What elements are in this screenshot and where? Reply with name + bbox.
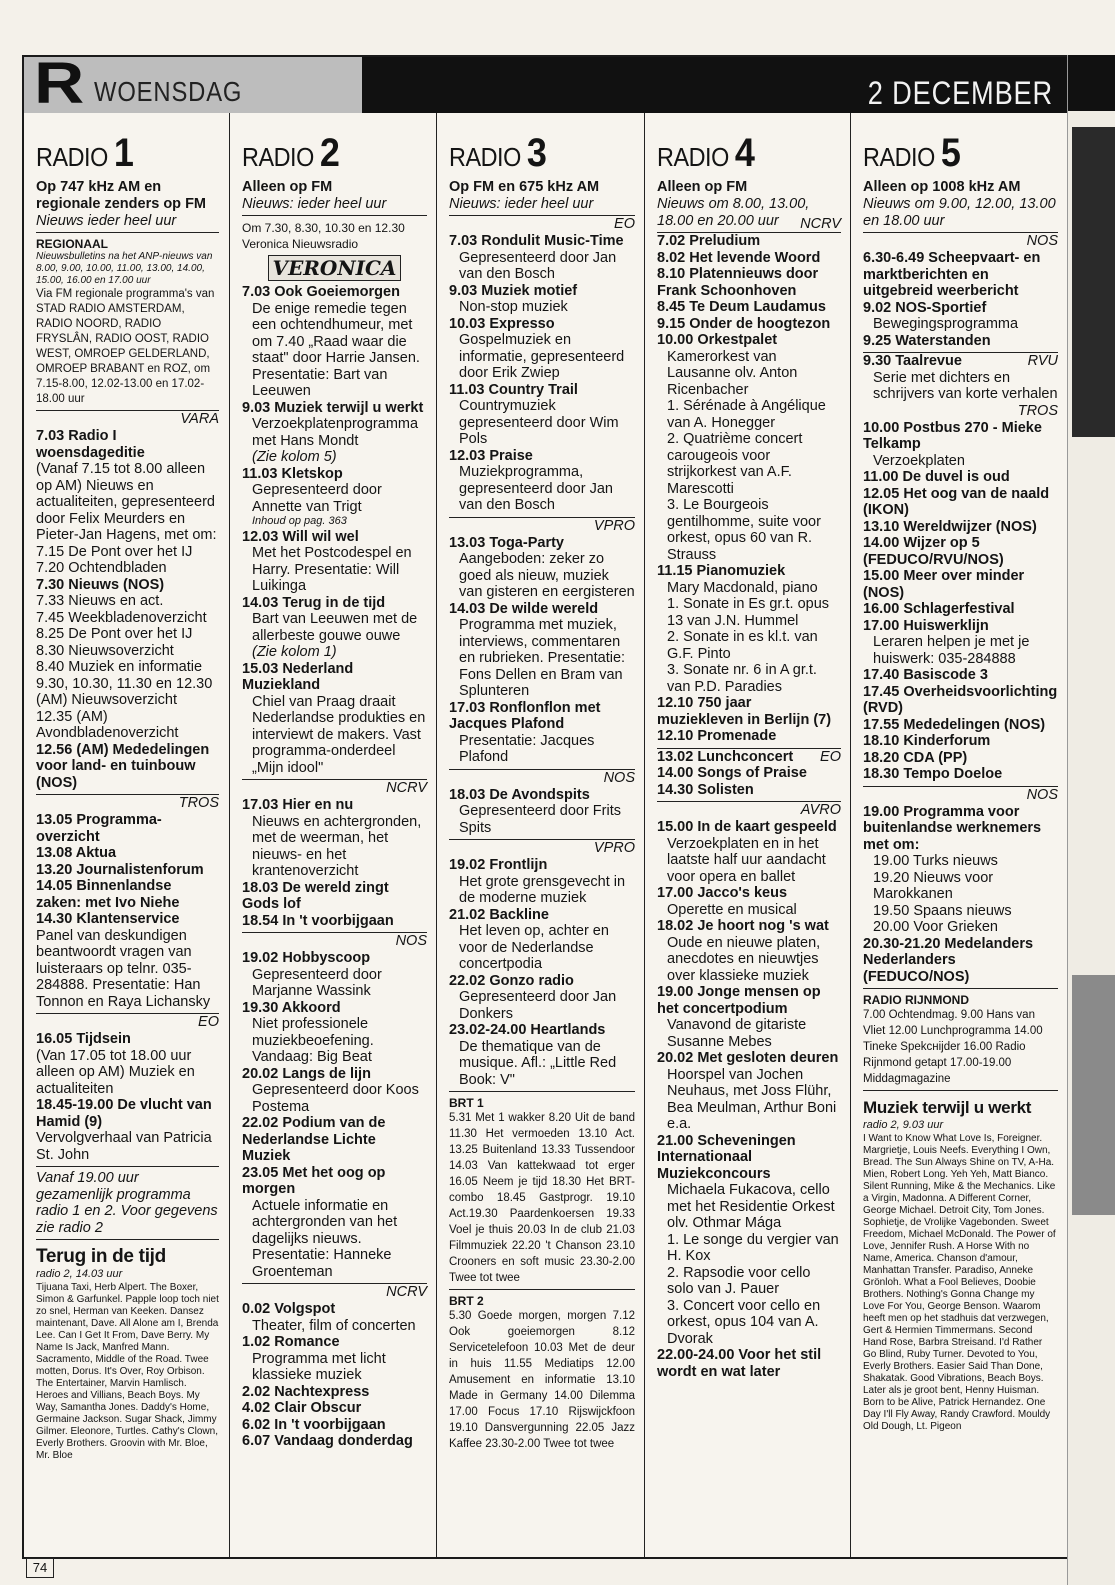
program-title: 15.03 Nederland Muziekland — [242, 660, 354, 693]
program-title: 17.03 Hier en nu — [242, 797, 354, 813]
program-desc: 1. Le songe du vergier van H. Kox — [667, 1231, 839, 1264]
program-title: 2.02 Nachtexpress — [242, 1383, 370, 1400]
program-desc: Leraren helpen je met je huiswerk: 035-284888 — [873, 634, 1030, 667]
header-bar — [24, 55, 1067, 116]
frequency: Alleen op FM — [657, 179, 748, 195]
program-title: 11.03 Country Trail — [449, 381, 578, 398]
adjacent-photo — [1072, 127, 1115, 437]
broadcaster-tag: VPRO — [449, 517, 635, 535]
program-title: 6.02 In 't voorbijgaan — [242, 1416, 386, 1433]
program-list — [242, 797, 427, 929]
program-item: 8.25 De Pont over het IJ — [36, 626, 193, 642]
program-desc: Het grote grensgevecht in de moderne muziek — [459, 873, 626, 906]
page-reference: Inhoud op pag. 363 — [252, 515, 347, 527]
regional-note: Nieuwsbulletins na het ANP-nieuws van 8.00, 9.00, 10.00, 11.00, 13.00, 14.00, 15.00, 16.00 en 17.00 uur — [36, 251, 213, 286]
broadcaster-tag: VARA — [36, 410, 219, 428]
program-item: 7.15 De Pont over het IJ — [36, 543, 193, 560]
brt1-heading: BRT 1 — [449, 1096, 484, 1110]
program-desc: Serie met dichters en schrijvers van korte verhalen — [873, 369, 1058, 402]
program-title: 13.05 Programma-overzicht — [36, 812, 162, 845]
program-title: 18.20 CDA (PP) — [863, 749, 968, 766]
program-title: 10.00 Postbus 270 - Mieke Telkamp — [863, 419, 1042, 452]
column-radio-1 — [24, 113, 229, 1557]
program-title: 14.30 Klantenservice — [36, 911, 180, 927]
column-radio-2 — [229, 113, 437, 1557]
program-desc: 19.50 Spaans nieuws — [873, 902, 1012, 919]
program-title: 4.02 Clair Obscur — [242, 1400, 362, 1416]
program-item: 8.40 Muziek en informatie — [36, 659, 203, 675]
program-title: 7.03 Rondulit Music-Time — [449, 233, 624, 249]
program-title: 13.10 Wereldwijzer (NOS) — [863, 518, 1037, 535]
broadcaster-tag: NOS — [449, 769, 635, 787]
program-title: 20.30-21.20 Medelanders Nederlanders (FEDUCO/NOS) — [863, 935, 1034, 985]
program-item: 7.20 Ochtendbladen — [36, 560, 167, 576]
program-list — [863, 420, 1058, 783]
program-title: 9.30 Taalrevue — [863, 353, 962, 369]
program-list — [657, 749, 841, 799]
program-list — [36, 1031, 219, 1163]
program-desc: Gepresenteerd door Jan van den Bosch — [459, 249, 617, 282]
program-title: 21.02 Backline — [449, 906, 549, 923]
program-title: 19.02 Hobbyscoop — [242, 950, 371, 966]
program-title: 10.03 Expresso — [449, 315, 555, 332]
adjacent-header — [1068, 55, 1115, 111]
broadcaster-tag: RVU — [863, 352, 1058, 370]
program-title: 18.10 Kinderforum — [863, 733, 991, 749]
program-title: 18.02 Je hoort nog 's wat — [657, 918, 829, 934]
box-subtitle: radio 2, 9.03 uur — [863, 1119, 944, 1131]
program-list — [449, 233, 635, 514]
program-title: 12.03 Praise — [449, 447, 533, 464]
program-title: 19.30 Akkoord — [242, 999, 341, 1016]
program-item: 7.33 Nieuws en act. — [36, 593, 164, 609]
channel-title: RADIO 4 — [657, 131, 755, 175]
program-title: 6.07 Vandaag donderdag — [242, 1433, 413, 1449]
header-left — [24, 55, 362, 116]
program-item: 12.56 (AM) Mededelingen voor land- en tuinbouw (NOS) — [36, 741, 210, 791]
program-title: 17.00 Jacco's keus — [657, 885, 788, 901]
broadcaster-tag: TROS — [36, 794, 219, 812]
program-title: 14.03 Terug in de tijd — [242, 594, 386, 611]
veronica-logo: VERONICA — [242, 256, 427, 280]
program-title: 7.02 Preludium — [657, 233, 761, 249]
program-title: 18.54 In 't voorbijgaan — [242, 912, 394, 929]
program-title: 9.03 Muziek motief — [449, 282, 578, 299]
program-desc: 3. Concert voor cello en orkest, opus 104 van A. Dvorak — [667, 1297, 821, 1347]
program-desc: Theater, film of concerten — [252, 1317, 416, 1334]
program-item: 9.30, 10.30, 11.30 en 12.30 (AM) Nieuwsoverzicht — [36, 675, 213, 708]
broadcaster-tag: AVRO — [657, 801, 841, 819]
program-title: 14.00 Wijzer op 5 (FEDUCO/RVU/NOS) — [863, 535, 1004, 568]
program-title: 1.02 Romance — [242, 1334, 340, 1350]
column-radio-4 — [644, 113, 851, 1557]
program-title: 22.00-24.00 Voor het stil wordt en wat later — [657, 1347, 822, 1380]
program-title: 12.10 750 jaar muziekleven in Berlijn (7) — [657, 695, 832, 728]
program-desc: Kamerorkest van Lausanne olv. Anton Ricenbacher — [667, 348, 798, 398]
program-desc: 2. Quatrième concert carougeois voor strijkorkest van A.F. Marescotti — [667, 431, 803, 497]
program-desc: (Van 17.05 tot 18.00 uur alleen op AM) Muziek en actualiteiten — [36, 1047, 195, 1097]
channel-title: RADIO 2 — [242, 131, 340, 175]
program-title: 13.02 Lunchconcert — [657, 748, 794, 765]
program-title: 8.02 Het levende Woord — [657, 249, 821, 266]
program-title: 16.00 Schlagerfestival — [863, 601, 1015, 617]
program-desc: (Zie kolom 1) — [252, 644, 337, 660]
program-desc: Non-stop muziek — [459, 299, 568, 315]
page-number: 74 — [26, 1558, 54, 1578]
broadcaster-tag: NCRV — [800, 216, 841, 232]
program-title: 14.00 Songs of Praise — [657, 765, 807, 781]
box-text: I Want to Know What Love Is, Foreigner. Margrietje, Louis Neefs. Everything I Own, Bread. The Sun Always Shine on TV, A-Ha. Mien, Robert Long. Yeh Yeh, Matt Bianco. Silent Running, Mike & the Mechanics. Like a Virgin, Madonna. A Different Corner, George Michael. Detroit City, Tom Jones. Sophietje, de Vrolijke Vagebonden. Sweet Freedom, Michael McDonald. The Power of Love, Jennifer Rush. A Horse With no Name, America. Chanson d'amour, Manhattan Transfer. Paradiso, Anneke Grönloh. What a Fool Believes, Doobie Brothers. Nothing's Gonna Change my Love For You, George Benson. Waarom heeft men op het stadhuis dat verzwegen, Gert & Hermien Timmermans. Second Hand Rose, Barbra Streisand. I'd Rather Go Blind, Ruby Turner. Devoted to You, Everly Brothers. Easier Said Than Done, Shakatak. Good Vibrations, Beach Boys. Later als je groot bent, Henny Huisman. Born to be Alive, Patrick Hernandez. One Day I'll Fly Away, Randy Crawford. Mouldy Old Dough, Lt. Pigeon — [863, 1132, 1056, 1432]
program-title: 7.03 Ook Goeiemorgen — [242, 284, 400, 300]
program-desc: De enige remedie tegen een ochtendhumeur, met om 7.40 „Raad waar die staat" door Harrie Jansen. Presentatie: Bart van Leeuwen — [252, 300, 420, 399]
program-title: 14.30 Solisten — [657, 781, 754, 798]
program-item: 12.35 (AM) Avondbladenoverzicht — [36, 708, 179, 741]
program-desc: Presentatie: Jacques Plafond — [459, 732, 595, 765]
program-title: 17.40 Basiscode 3 — [863, 667, 988, 683]
program-desc: Programma met muziek, interviews, commentaren en rubrieken. Presentatie: Fons Dellen en Bram van Splunteren — [459, 617, 626, 699]
program-desc: Gepresenteerd door Koos Postema — [252, 1082, 419, 1115]
program-title: 12.03 Will wil wel — [242, 528, 359, 545]
broadcaster-tag: TROS — [1017, 402, 1058, 419]
box-title: Terug in de tijd — [36, 1246, 166, 1267]
program-desc: 20.00 Voor Grieken — [873, 919, 998, 935]
program-title: 17.45 Overheidsvoorlichting (RVD) — [863, 683, 1058, 716]
news-schedule: Nieuws ieder heel uur — [36, 213, 219, 233]
program-title: 21.00 Scheveningen Internationaal Muziekconcours — [657, 1132, 796, 1182]
frequency: Op 747 kHz AM en regionale zenders op FM — [36, 179, 206, 212]
program-desc: Chiel van Praag draait Nederlandse produkties en interviewt de makers. Vast programma-onderdeel „Mijn idool" — [252, 693, 426, 776]
broadcaster-tag: NCRV — [242, 779, 427, 797]
program-title: 9.15 Onder de hoogtezon — [657, 315, 831, 332]
broadcaster-tag: EO — [36, 1013, 219, 1031]
program-list — [242, 284, 427, 776]
box-subtitle: radio 2, 14.03 uur — [36, 1268, 123, 1280]
program-desc: Vervolgverhaal van Patricia St. John — [36, 1130, 212, 1163]
program-desc: Programma met licht klassieke muziek — [252, 1350, 386, 1383]
box-text: Tijuana Taxi, Herb Alpert. The Boxer, Simon & Garfunkel. Papple loop toch niet zo snel, Herman van Keeken. Dansez maintenant, Dave. All Alone am I, Brenda Lee. Can I Get It From, Dave Berry. My Name Is Jack, Manfred Mann. Sacramento, Middle of the Road. Twee motten, Dorus. It's Over, Roy Orbison. The Entertainer, Marvin Hamlisch. Heroes and Villians, Beach Boys. My Way, Samantha Jones. Daddy's Home, Germaine Jackson. Sugar Shack, Jimmy Gilmer. Eleonore, Turtles. Cathy's Clown, Everly Brothers. Groovin with Mr. Bloe, Mr. Bloe — [36, 1281, 219, 1461]
broadcaster-tag: EO — [657, 748, 841, 766]
frequency: Op FM en 675 kHz AM — [449, 179, 600, 195]
program-list — [242, 950, 427, 1280]
program-desc: Bart van Leeuwen met de allerbeste gouwe ouwe — [252, 611, 418, 644]
program-desc: (Vanaf 7.15 tot 8.00 alleen op AM) Nieuws en actualiteiten, gepresenteerd door Felix Meurders en Pieter-Jan Hagens, met om: — [36, 461, 217, 543]
program-title: 9.02 NOS-Sportief — [863, 299, 987, 316]
program-item: 8.30 Nieuwsoverzicht — [36, 642, 174, 659]
program-desc: Oude en nieuwe platen, anecdotes en nieuwtjes over klassieke muziek — [667, 934, 821, 984]
broadcaster-tag: NOS — [863, 786, 1058, 804]
program-title: 15.00 Meer over minder (NOS) — [863, 568, 1025, 601]
program-list — [863, 250, 1058, 349]
news-schedule: Nieuws om 9.00, 12.00, 13.00 en 18.00 uur — [863, 196, 1058, 233]
frequency: Alleen op 1008 kHz AM — [863, 179, 1021, 195]
program-desc: Vanavond de gitariste Susanne Mebes — [667, 1017, 807, 1050]
program-title: 19.02 Frontlijn — [449, 857, 548, 873]
day-label: WOENSDAG — [94, 76, 243, 107]
program-desc: Niet professionele muziekbeoefening. Vandaag: Big Beat — [252, 1016, 374, 1065]
program-title: 22.02 Podium van de Nederlandse Lichte Muziek — [242, 1115, 386, 1164]
program-title: 9.25 Waterstanden — [863, 332, 991, 349]
news-schedule: Nieuws: ieder heel uur — [242, 196, 427, 216]
program-desc: De thematique van de musique. Afl.: „Little Red Book: V" — [459, 1038, 617, 1088]
broadcaster-tag: NOS — [242, 932, 427, 950]
program-title: 22.02 Gonzo radio — [449, 972, 574, 989]
program-desc: Gepresenteerd door Marjanne Wassink — [252, 966, 382, 999]
column-radio-5 — [850, 113, 1068, 1557]
program-desc: 19.00 Turks nieuws — [873, 853, 998, 869]
program-title: 13.03 Toga-Party — [449, 534, 564, 551]
program-item: 7.45 Weekbladenoverzicht — [36, 609, 207, 626]
broadcaster-tag: VPRO — [449, 839, 635, 857]
program-title: 18.03 De wereld zingt Gods lof — [242, 879, 389, 912]
program-list — [863, 804, 1058, 986]
program-title: 0.02 Volgspot — [242, 1301, 336, 1317]
program-desc: Hoorspel van Jochen Neuhaus, met Joss Flühr, Bea Meulman, Arthur Boni e.a. — [667, 1066, 837, 1132]
section-logo: R — [34, 55, 85, 116]
program-title: 12.10 Promenade — [657, 728, 777, 744]
program-list — [36, 812, 219, 1010]
program-title: 11.03 Kletskop — [242, 465, 343, 482]
program-list — [242, 1301, 427, 1450]
program-title: 14.05 Binnenlandse zaken: met Ivo Niehe — [36, 878, 180, 911]
program-desc: Operette en musical — [667, 901, 797, 918]
program-title: 23.02-24.00 Heartlands — [449, 1022, 606, 1038]
program-desc: Nieuws en achtergronden, met de weerman, het nieuws- en het krantenoverzicht — [252, 813, 422, 879]
program-title: 6.30-6.49 Scheepvaart- en marktberichten en uitgebreid weerbericht — [863, 250, 1041, 299]
broadcaster-tag: EO — [614, 216, 635, 232]
program-title: 8.45 Te Deum Laudamus — [657, 299, 826, 315]
program-desc: Michaela Fukacova, cello met het Residentie Orkest olv. Othmar Mága — [667, 1182, 835, 1231]
frequency: Alleen op FM — [242, 179, 333, 195]
date-label: 2 DECEMBER — [867, 75, 1053, 111]
program-desc: 1. Sonate in Es gr.t. opus 13 van J.N. Hummel — [667, 596, 830, 629]
program-item: 7.30 Nieuws (NOS) — [36, 576, 165, 593]
program-title: 19.00 Programma voor buitenlandse werknemers met om: — [863, 803, 1042, 853]
program-desc: Het leven op, achter en voor de Nederlandse concertpodia — [459, 923, 609, 972]
program-desc: 19.20 Nieuws voor Marokkanen — [873, 869, 994, 902]
program-desc: 3. Sonate nr. 6 in A gr.t. van P.D. Paradies — [667, 662, 817, 695]
program-desc: Gospelmuziek en informatie, gepresenteerd door Erik Zwiep — [459, 332, 625, 381]
program-desc: Gepresenteerd door Annette van Trigt — [252, 482, 382, 515]
channel-title: RADIO 1 — [36, 131, 134, 175]
program-desc: Actuele informatie en achtergronden van het dagelijks nieuws. Presentatie: Hanneke Groenteman — [252, 1197, 398, 1280]
program-desc: Gepresenteerd door Frits Spits — [459, 803, 621, 836]
program-desc: Panel van deskundigen beantwoordt vragen van luisteraars op telnr. 035-284888. Presentatie: Han Tonnon en Raya Lichansky — [36, 927, 211, 1010]
program-desc: 2. Sonate in es kl.t. van G.F. Pinto — [667, 629, 818, 662]
channel-title: RADIO 3 — [449, 131, 547, 175]
box-title: Muziek terwijl u werkt — [863, 1098, 1032, 1117]
program-desc: 1. Sérénade à Angélique van A. Honegger — [667, 398, 826, 431]
program-title: 23.05 Met het oog op morgen — [242, 1164, 386, 1197]
channel-title: RADIO 5 — [863, 131, 961, 175]
regional-heading: REGIONAAL — [36, 237, 108, 251]
program-title: 15.00 In de kaart gespeeld — [657, 819, 837, 835]
rijnmond-heading: RADIO RIJNMOND — [863, 993, 970, 1007]
adjacent-page-edge — [1067, 55, 1115, 1585]
broadcaster-tag: NOS — [1026, 233, 1058, 249]
program-desc: 2. Rapsodie voor cello solo van J. Pauer — [667, 1264, 811, 1297]
program-title: 13.20 Journalistenforum — [36, 861, 204, 878]
program-title: 16.05 Tijdsein — [36, 1031, 131, 1047]
program-title: 18.03 De Avondspits — [449, 786, 590, 803]
program-desc: Met het Postcodespel en Harry. Presentatie: Will Luikinga — [252, 545, 412, 594]
program-desc: Gepresenteerd door Jan Donkers — [459, 989, 617, 1022]
program-desc: Verzoekplatenprogramma met Hans Mondt — [252, 416, 419, 449]
program-title: 7.03 Radio I woensdageditie — [36, 428, 145, 461]
program-desc: Bewegingsprogramma — [873, 316, 1019, 332]
radio-page — [22, 55, 1069, 1559]
rijnmond-text: 7.00 Ochtendmag. 9.00 Hans van Vliet 12.00 Lunchprogramma 14.00 Tineke Spekснijder 16.00 Radio Rijnmond getapt 17.00-19.00 Middagmagazine — [863, 1009, 1043, 1085]
program-title: 20.02 Langs de lijn — [242, 1065, 371, 1082]
brt1-text: 5.31 Met 1 wakker 8.20 Uit de band 11.30 Het vermoeden 13.10 Act. 13.25 Buitenland 13.33 Tussendoor 14.03 Van kattekwaad tot erger 16.05 Neem je tijd 18.30 Het BRT-combo 18.45 Gastprogr. 19.10 Act.19.30 Paardenkoersen 19.33 Voel je thuis 20.03 In de club 21.03 Filmmuziek 22.20 't Chanson 23.10 Crooners en soft music 23.30-2.00 Twee tot twee — [449, 1112, 635, 1284]
program-title: 9.03 Muziek terwijl u werkt — [242, 399, 424, 416]
adjacent-photo — [1072, 975, 1115, 1215]
program-title: 17.00 Huiswerklijn — [863, 617, 989, 634]
news-schedule: Nieuws: ieder heel uur — [449, 196, 635, 216]
program-title: 8.10 Platennieuws door Frank Schoonhoven — [657, 266, 819, 299]
program-title: 10.00 Orkestpalet — [657, 332, 778, 348]
program-title: 12.05 Het oog van de naald (IKON) — [863, 485, 1050, 518]
news-schedule: Nieuws om 8.00, 13.00, 18.00 en 20.00 uur — [657, 196, 841, 233]
broadcaster-tag: NCRV — [242, 1283, 427, 1301]
program-desc: Muziekprogramma, gepresenteerd door Jan van den Bosch — [459, 464, 613, 513]
column-radio-3 — [436, 113, 645, 1557]
program-list — [657, 233, 841, 745]
program-list — [449, 857, 635, 1088]
program-title: 14.03 De wilde wereld — [449, 600, 599, 617]
program-title: 13.08 Aktua — [36, 845, 117, 861]
brt2-text: 5.30 Goede morgen, morgen 7.12 Ook goeiemorgen 8.12 Servicetelefoon 10.03 Met de deur in huis 11.55 Mediatips 12.00 Amusement en informatie 13.10 Made in Germany 14.00 Dilemma 17.00 Focus 17.10 Rijswijckfoon 19.10 Dansvergunning 22.05 Jazz Kaffee 23.30-2.00 Twee tot twee — [449, 1310, 635, 1450]
program-list — [657, 819, 841, 1380]
regional-text: Via FM regionale programma's van STAD RADIO AMSTERDAM, RADIO NOORD, RADIO FRYSLÂN, RADIO OOST, RADIO WEST, OMROEP GELDERLAND, OMROEP BRABANT en ROZ, om 7.15-8.00, 12.02-13.00 en 17.02-18.00 uur — [36, 288, 215, 405]
program-desc: Mary Macdonald, piano — [667, 579, 818, 596]
brt2-heading: BRT 2 — [449, 1294, 484, 1308]
program-list — [449, 787, 635, 837]
note-text: Vanaf 19.00 uur gezamenlijk programma radio 1 en 2. Voor gegevens zie radio 2 — [36, 1170, 218, 1236]
program-title: 18.30 Tempo Doeloe — [863, 766, 1003, 782]
program-desc: Verzoekplaten — [873, 452, 965, 469]
program-title: 11.00 De duvel is oud — [863, 469, 1010, 485]
program-title: 19.00 Jonge mensen op het concertpodium — [657, 984, 821, 1017]
program-title: 17.55 Mededelingen (NOS) — [863, 716, 1046, 733]
program-list — [36, 428, 219, 791]
program-desc: Aangeboden: zeker zo goed als nieuw, muziek van gisteren en eergisteren — [459, 551, 635, 600]
program-title: 18.45-19.00 De vlucht van Hamid (9) — [36, 1097, 212, 1130]
program-desc: Countrymuziek gepresenteerd door Wim Pols — [459, 398, 619, 447]
program-title: 17.03 Ronflonflon met Jacques Plafond — [449, 699, 601, 732]
program-desc: 3. Le Bourgeois gentilhomme, suite voor orkest, opus 60 van R. Strauss — [667, 497, 821, 563]
program-desc: Verzoekplaten en in het laatste half uur aandacht voor opera en ballet — [667, 835, 826, 885]
program-list — [449, 535, 635, 766]
program-title: 20.02 Met gesloten deuren — [657, 1050, 839, 1066]
program-desc: (Zie kolom 5) — [252, 449, 337, 465]
news-times: Om 7.30, 8.30, 10.30 en 12.30 Veronica Nieuwsradio — [242, 221, 405, 251]
program-title: 11.15 Pianomuziek — [657, 563, 786, 579]
